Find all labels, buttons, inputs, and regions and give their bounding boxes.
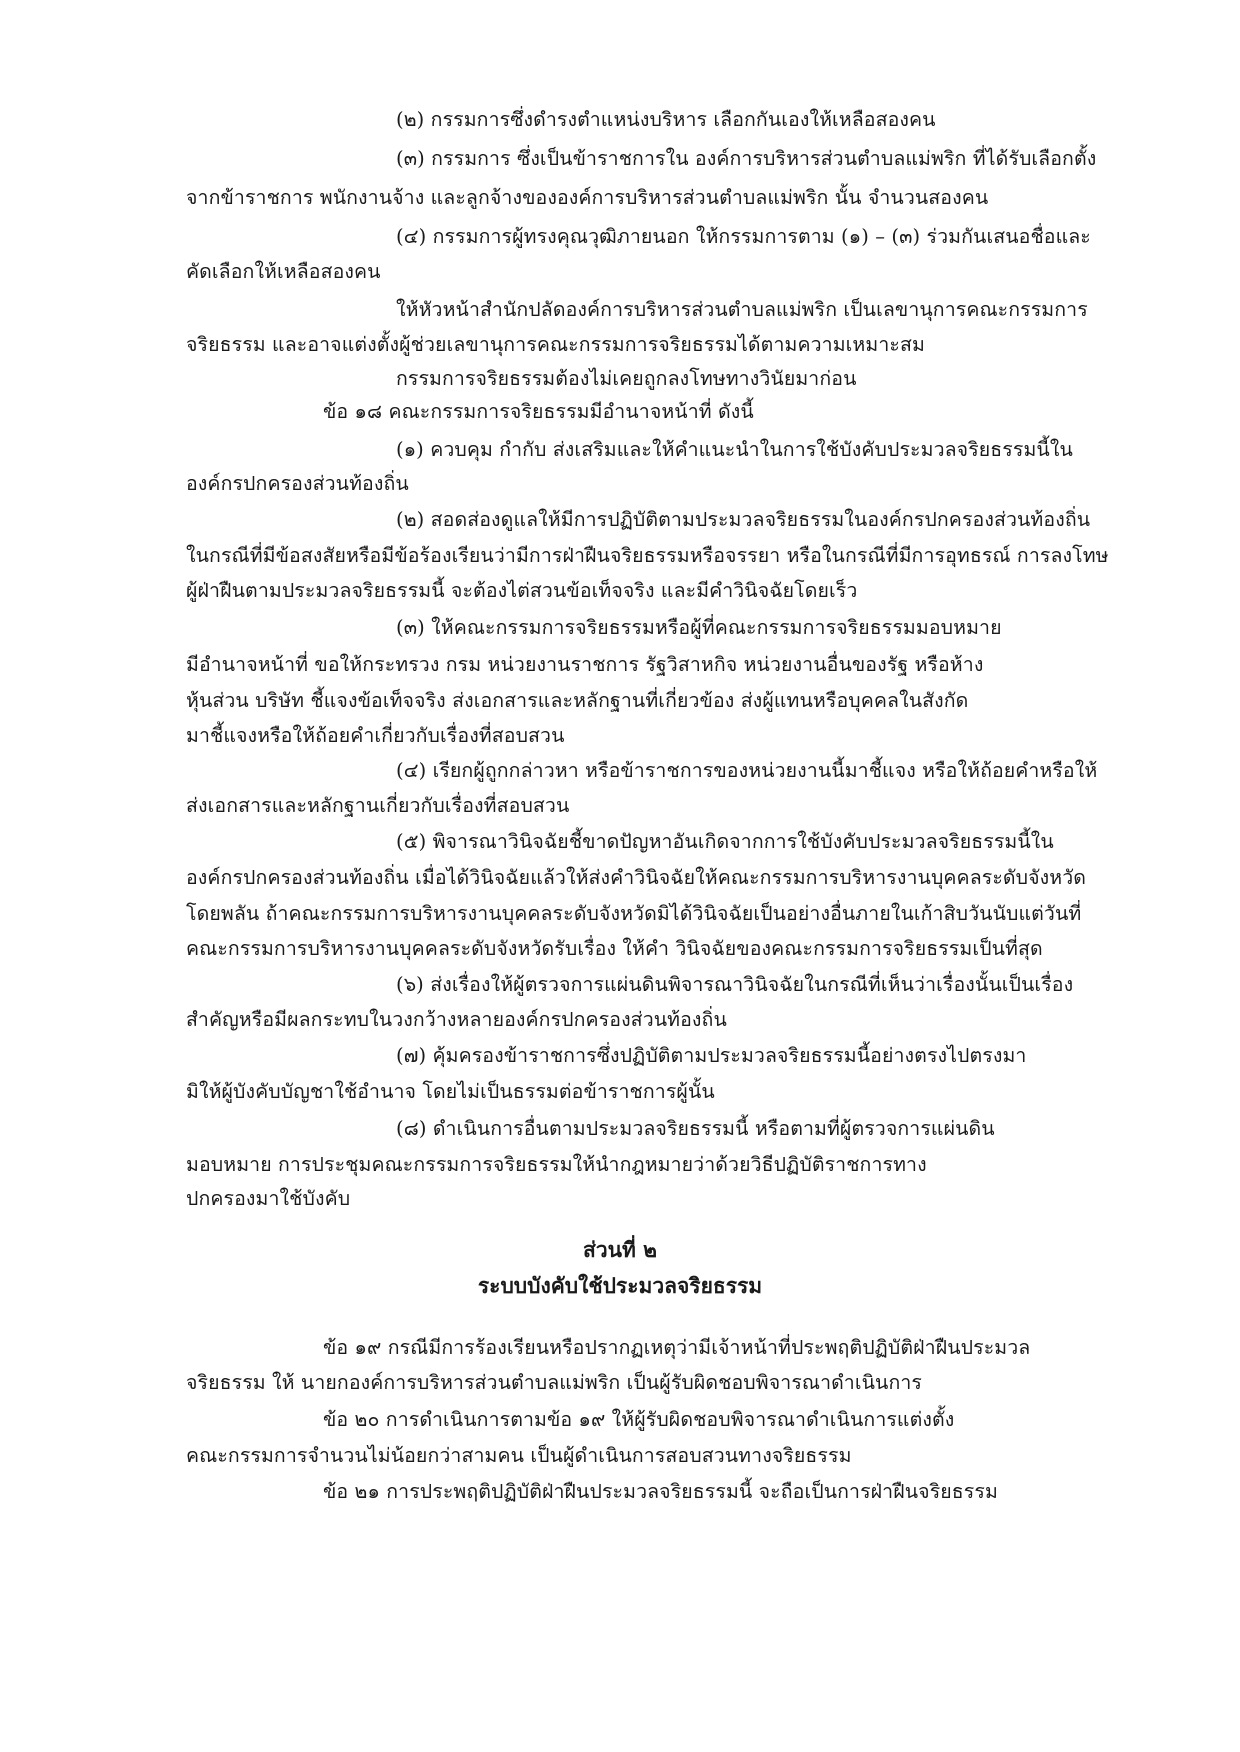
text-line: ปกครองมาใช้บังคับ bbox=[186, 1187, 351, 1210]
text-line: ข้อ ๒๐ การดำเนินการตามข้อ ๑๙ ให้ผู้รับผิดชอบพิจารณาดำเนินการแต่งตั้ง bbox=[323, 1408, 955, 1431]
text-line: คณะกรรมการบริหารงานบุคคลระดับจังหวัดรับเรื่อง ให้คำ วินิจฉัยของคณะกรรมการจริยธรรมเป็นที่สุด bbox=[186, 937, 1043, 960]
text-line: จริยธรรม ให้ นายกองค์การบริหารส่วนตำบลแม่พริก เป็นผู้รับผิดชอบพิจารณาดำเนินการ bbox=[186, 1371, 923, 1394]
text-line: โดยพลัน ถ้าคณะกรรมการบริหารงานบุคคลระดับจังหวัดมิได้วินิจฉัยเป็นอย่างอื่นภายในเก้าสิบวันนับแต่วันที่ bbox=[186, 902, 1082, 925]
text-line: องค์กรปกครองส่วนท้องถิ่น เมื่อได้วินิจฉัยแล้วให้ส่งคำวินิจฉัยให้คณะกรรมการบริหารงานบุคคลระดับจังหวัด bbox=[186, 866, 1087, 889]
text-line: (๖) ส่งเรื่องให้ผู้ตรวจการแผ่นดินพิจารณาวินิจฉัยในกรณีที่เห็นว่าเรื่องนั้นเป็นเรื่อง bbox=[396, 973, 1074, 996]
text-line: คัดเลือกให้เหลือสองคน bbox=[186, 260, 381, 283]
text-line: คณะกรรมการจำนวนไม่น้อยกว่าสามคน เป็นผู้ดำเนินการสอบสวนทางจริยธรรม bbox=[186, 1444, 852, 1467]
section-title: ระบบบังคับใช้ประมวลจริยธรรม bbox=[477, 1273, 763, 1298]
text-line: (๘) ดำเนินการอื่นตามประมวลจริยธรรมนี้ หรือตามที่ผู้ตรวจการแผ่นดิน bbox=[396, 1117, 995, 1140]
text-line: มอบหมาย การประชุมคณะกรรมการจริยธรรมให้นำกฎหมายว่าด้วยวิธีปฏิบัติราชการทาง bbox=[186, 1153, 927, 1176]
section-number: ส่วนที่ ๒ bbox=[583, 1237, 657, 1262]
text-line: (๑) ควบคุม กำกับ ส่งเสริมและให้คำแนะนำในการใช้บังคับประมวลจริยธรรมนี้ใน bbox=[396, 438, 1073, 461]
text-line: (๗) คุ้มครองข้าราชการซึ่งปฏิบัติตามประมวลจริยธรรมนี้อย่างตรงไปตรงมา bbox=[396, 1044, 1027, 1067]
text-line: (๒) สอดส่องดูแลให้มีการปฏิบัติตามประมวลจริยธรรมในองค์กรปกครองส่วนท้องถิ่น bbox=[396, 508, 1091, 531]
text-line: มีอำนาจหน้าที่ ขอให้กระทรวง กรม หน่วยงานราชการ รัฐวิสาหกิจ หน่วยงานอื่นของรัฐ หรือห้าง bbox=[186, 653, 984, 676]
text-line: ข้อ ๑๘ คณะกรรมการจริยธรรมมีอำนาจหน้าที่ ดังนี้ bbox=[323, 400, 754, 423]
text-line: จากข้าราชการ พนักงานจ้าง และลูกจ้างขององค์การบริหารส่วนตำบลแม่พริก นั้น จำนวนสองคน bbox=[186, 186, 989, 209]
text-line: มิให้ผู้บังคับบัญชาใช้อำนาจ โดยไม่เป็นธรรมต่อข้าราชการผู้นั้น bbox=[186, 1080, 715, 1103]
text-line: องค์กรปกครองส่วนท้องถิ่น bbox=[186, 472, 409, 495]
text-line: จริยธรรม และอาจแต่งตั้งผู้ช่วยเลขานุการคณะกรรมการจริยธรรมได้ตามความเหมาะสม bbox=[186, 333, 925, 356]
text-line: มาชี้แจงหรือให้ถ้อยคำเกี่ยวกับเรื่องที่สอบสวน bbox=[186, 724, 565, 747]
text-line: หุ้นส่วน บริษัท ชี้แจงข้อเท็จจริง ส่งเอกสารและหลักฐานที่เกี่ยวข้อง ส่งผู้แทนหรือบุคคลในสังกัด bbox=[186, 689, 969, 712]
text-line: ให้หัวหน้าสำนักปลัดองค์การบริหารส่วนตำบลแม่พริก เป็นเลขานุการคณะกรรมการ bbox=[396, 298, 1088, 321]
text-line: (๓) ให้คณะกรรมการจริยธรรมหรือผู้ที่คณะกรรมการจริยธรรมมอบหมาย bbox=[396, 616, 1002, 639]
text-line: (๔) เรียกผู้ถูกกล่าวหา หรือข้าราชการของหน่วยงานนี้มาชี้แจง หรือให้ถ้อยคำหรือให้ bbox=[396, 759, 1098, 782]
text-line: (๔) กรรมการผู้ทรงคุณวุฒิภายนอก ให้กรรมการตาม (๑) – (๓) ร่วมกันเสนอชื่อและ bbox=[396, 225, 1091, 248]
text-line: ผู้ฝ่าฝืนตามประมวลจริยธรรมนี้ จะต้องไต่สวนข้อเท็จจริง และมีคำวินิจฉัยโดยเร็ว bbox=[186, 579, 858, 602]
text-line: (๒) กรรมการซึ่งดำรงตำแหน่งบริหาร เลือกกันเองให้เหลือสองคน bbox=[396, 108, 936, 131]
text-line: ส่งเอกสารและหลักฐานเกี่ยวกับเรื่องที่สอบสวน bbox=[186, 794, 570, 817]
text-line: ข้อ ๑๙ กรณีมีการร้องเรียนหรือปรากฏเหตุว่ามีเจ้าหน้าที่ประพฤติปฏิบัติฝ่าฝืนประมวล bbox=[323, 1336, 1031, 1359]
text-line: (๓) กรรมการ ซึ่งเป็นข้าราชการใน องค์การบริหารส่วนตำบลแม่พริก ที่ได้รับเลือกตั้ง bbox=[396, 147, 1097, 170]
text-line: ข้อ ๒๑ การประพฤติปฏิบัติฝ่าฝืนประมวลจริยธรรมนี้ จะถือเป็นการฝ่าฝืนจริยธรรม bbox=[323, 1480, 998, 1503]
text-line: กรรมการจริยธรรมต้องไม่เคยถูกลงโทษทางวินัยมาก่อน bbox=[396, 367, 857, 390]
text-line: ในกรณีที่มีข้อสงสัยหรือมีข้อร้องเรียนว่ามีการฝ่าฝืนจริยธรรมหรือจรรยา หรือในกรณีที่มีการอุทธรณ์ การลงโทษ bbox=[186, 544, 1109, 567]
text-line: สำคัญหรือมีผลกระทบในวงกว้างหลายองค์กรปกครองส่วนท้องถิ่น bbox=[186, 1008, 727, 1031]
text-line: (๕) พิจารณาวินิจฉัยชี้ขาดปัญหาอันเกิดจากการใช้บังคับประมวลจริยธรรมนี้ใน bbox=[396, 830, 1054, 853]
